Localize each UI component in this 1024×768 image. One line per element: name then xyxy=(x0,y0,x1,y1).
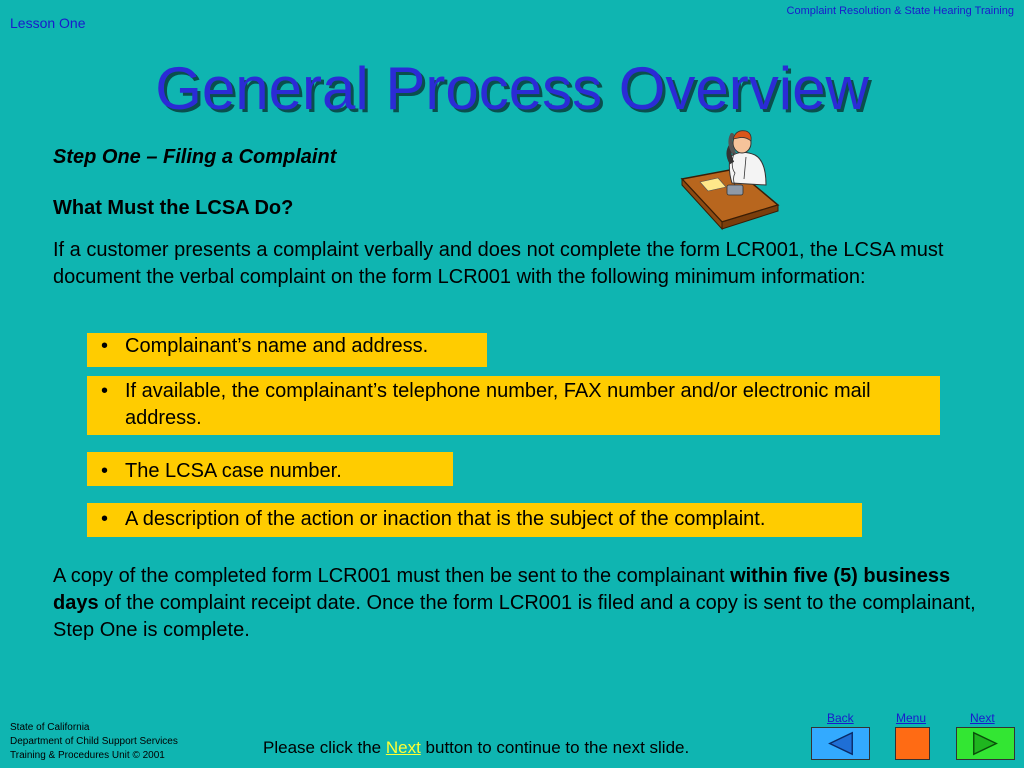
step-heading: Step One – Filing a Complaint xyxy=(53,146,337,168)
prompt-text-start: Please click the xyxy=(263,738,386,757)
requirement-text: The LCSA case number. xyxy=(125,460,342,482)
back-button[interactable] xyxy=(811,727,870,760)
continue-prompt xyxy=(263,738,689,758)
intro-paragraph: If a customer presents a complaint verbally and does not complete the form LCR001, the LCSA must document the verbal complaint on the form LCR001 with the following minimum information: xyxy=(53,239,944,288)
prompt-text-end: button to continue to the next slide. xyxy=(420,738,690,757)
person-on-phone-at-desk-icon xyxy=(680,127,780,237)
course-title: Complaint Resolution & State Hearing Training xyxy=(786,5,1014,17)
back-arrow-icon xyxy=(812,728,869,759)
page-title: General Process Overview xyxy=(155,55,869,122)
back-label[interactable]: Back xyxy=(827,711,854,725)
lesson-label: Lesson One xyxy=(10,15,86,31)
bullet: • xyxy=(101,508,109,530)
org-line: State of California xyxy=(10,722,90,733)
requirement-box xyxy=(87,503,862,537)
next-arrow-icon xyxy=(957,728,1014,759)
bullet: • xyxy=(101,460,109,482)
requirement-text: A description of the action or inaction that is the subject of the complaint. xyxy=(125,508,766,530)
requirement-box xyxy=(87,376,940,435)
closing-text-start: A copy of the completed form LCR001 must then be sent to the complainant xyxy=(53,565,731,587)
org-line: Training & Procedures Unit © 2001 xyxy=(10,750,165,761)
requirement-text: Complainant’s name and address. xyxy=(125,335,429,357)
org-line: Department of Child Support Services xyxy=(10,736,178,747)
requirement-box xyxy=(87,333,487,367)
next-label[interactable]: Next xyxy=(970,711,995,725)
footer-organization xyxy=(10,721,178,763)
requirement-text: If available, the complainant’s telephone number, FAX number and/or electronic mail address. xyxy=(125,380,871,429)
requirement-box xyxy=(87,452,453,486)
bullet: • xyxy=(101,380,109,402)
next-button[interactable] xyxy=(956,727,1015,760)
prompt-next-link[interactable]: Next xyxy=(385,738,421,757)
question-heading: What Must the LCSA Do? xyxy=(53,197,294,219)
menu-label[interactable]: Menu xyxy=(896,711,927,725)
menu-button[interactable] xyxy=(895,727,930,760)
closing-paragraph xyxy=(53,563,993,644)
bullet: • xyxy=(101,335,109,357)
deadline-emphasis: within five (5) business days xyxy=(53,565,951,614)
closing-text-end: of the complaint receipt date. Once the form LCR001 is filed and a copy is sent to the complainant, Step One is complete. xyxy=(53,592,976,641)
